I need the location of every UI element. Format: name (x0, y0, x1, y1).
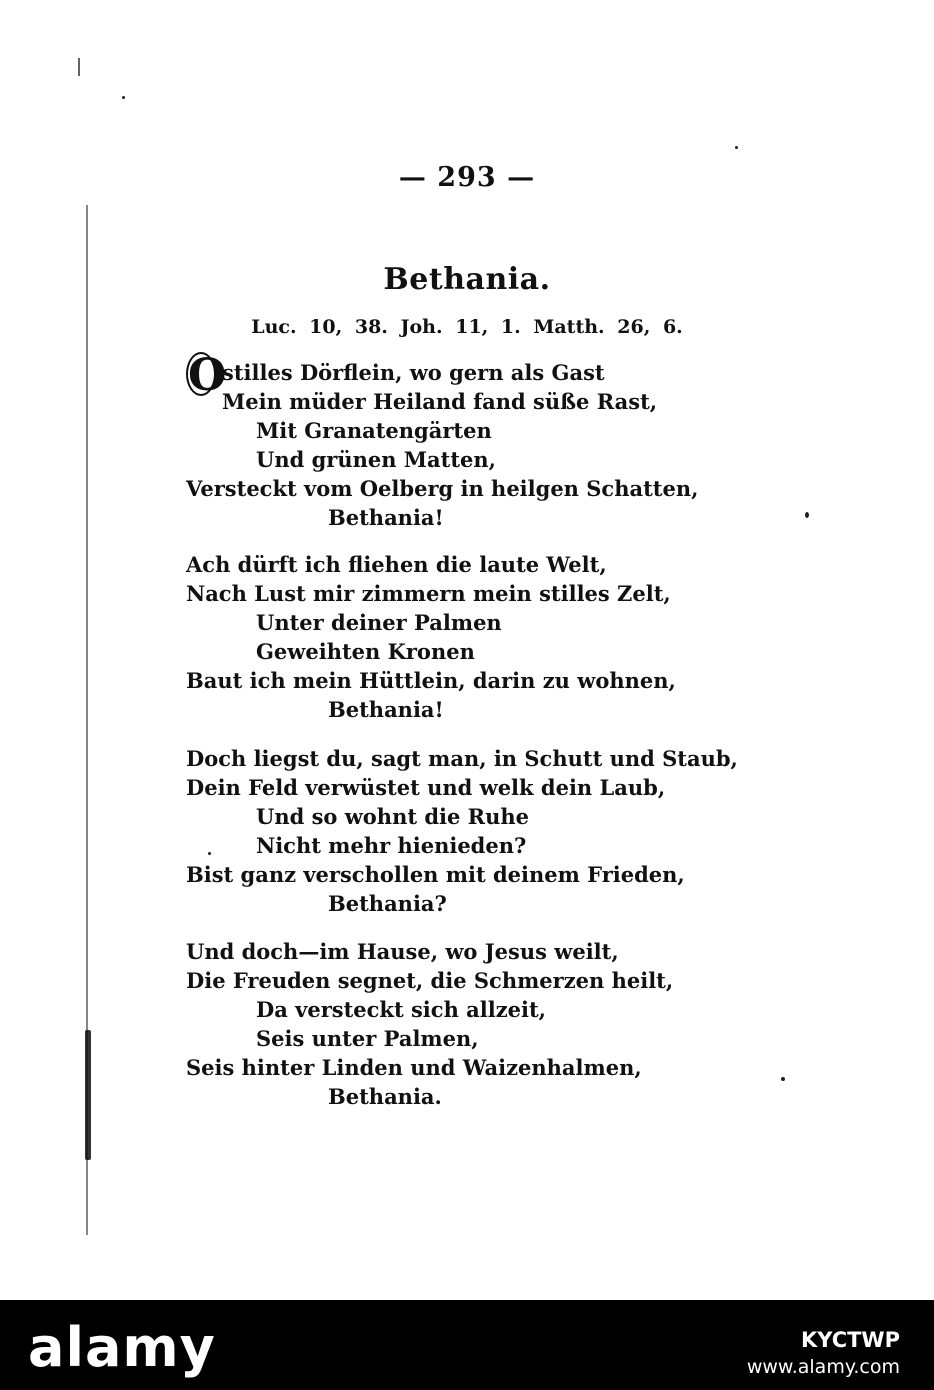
scan-speck (735, 146, 738, 149)
poem-line: Bethania! (328, 505, 444, 530)
scan-mark (78, 58, 80, 76)
stanza-4 (186, 937, 746, 1111)
stanza-2 (186, 550, 746, 724)
poem-line: Mit Granatengärten (256, 418, 492, 443)
poem-line: Nicht mehr hienieden? (256, 833, 527, 858)
poem-line: Dein Feld verwüstet und welk dein Laub, (186, 775, 666, 800)
alamy-logo: alamy (28, 1316, 216, 1379)
poem-line: Ach dürft ich fliehen die laute Welt, (186, 552, 607, 577)
poem-line: Und grünen Matten, (256, 447, 496, 472)
poem-line: Bethania? (328, 891, 447, 916)
poem-line: Baut ich mein Hüttlein, darin zu wohnen, (186, 668, 676, 693)
poem-line: Da versteckt sich allzeit, (256, 997, 546, 1022)
scan-speck (122, 96, 125, 99)
poem-line: Mein müder Heiland fand süße Rast, (222, 389, 658, 414)
poem-line: Seis hinter Linden und Waizenhalmen, (186, 1055, 642, 1080)
poem-line: Versteckt vom Oelberg in heilgen Schatten, (186, 476, 699, 501)
poem-line: Bist ganz verschollen mit deinem Frieden, (186, 862, 685, 887)
site-url: www.alamy.com (746, 1356, 900, 1378)
poem-line: O stilles Dörflein, wo gern als Gast (188, 350, 605, 401)
stanza-1 (186, 350, 746, 532)
stanza-3 (186, 744, 746, 918)
page-number: — 293 — (398, 162, 536, 193)
poem-line: Bethania! (328, 697, 444, 722)
image-id: KYCTWP (800, 1328, 900, 1352)
bible-references: Luc. 10, 38. Joh. 11, 1. Matth. 26, 6. (251, 316, 683, 338)
poem-line: Die Freuden segnet, die Schmerzen heilt, (186, 968, 674, 993)
drop-cap: O (188, 350, 227, 401)
page-binding-shadow (85, 1030, 91, 1160)
poem-line: Doch liegst du, sagt man, in Schutt und Staub, (186, 746, 738, 771)
poem-line: Geweihten Kronen (256, 639, 475, 664)
poem-line: Nach Lust mir zimmern mein stilles Zelt, (186, 581, 671, 606)
poem-line: Und doch—im Hause, wo Jesus weilt, (186, 939, 619, 964)
poem-line: Unter deiner Palmen (256, 610, 502, 635)
poem-line: Und so wohnt die Ruhe (256, 804, 530, 829)
poem-title: Bethania. (383, 262, 551, 297)
poem-line: Bethania. (328, 1084, 442, 1109)
scan-speck (781, 1077, 785, 1081)
poem-line: Seis unter Palmen, (256, 1026, 479, 1051)
scan-speck (805, 512, 809, 518)
